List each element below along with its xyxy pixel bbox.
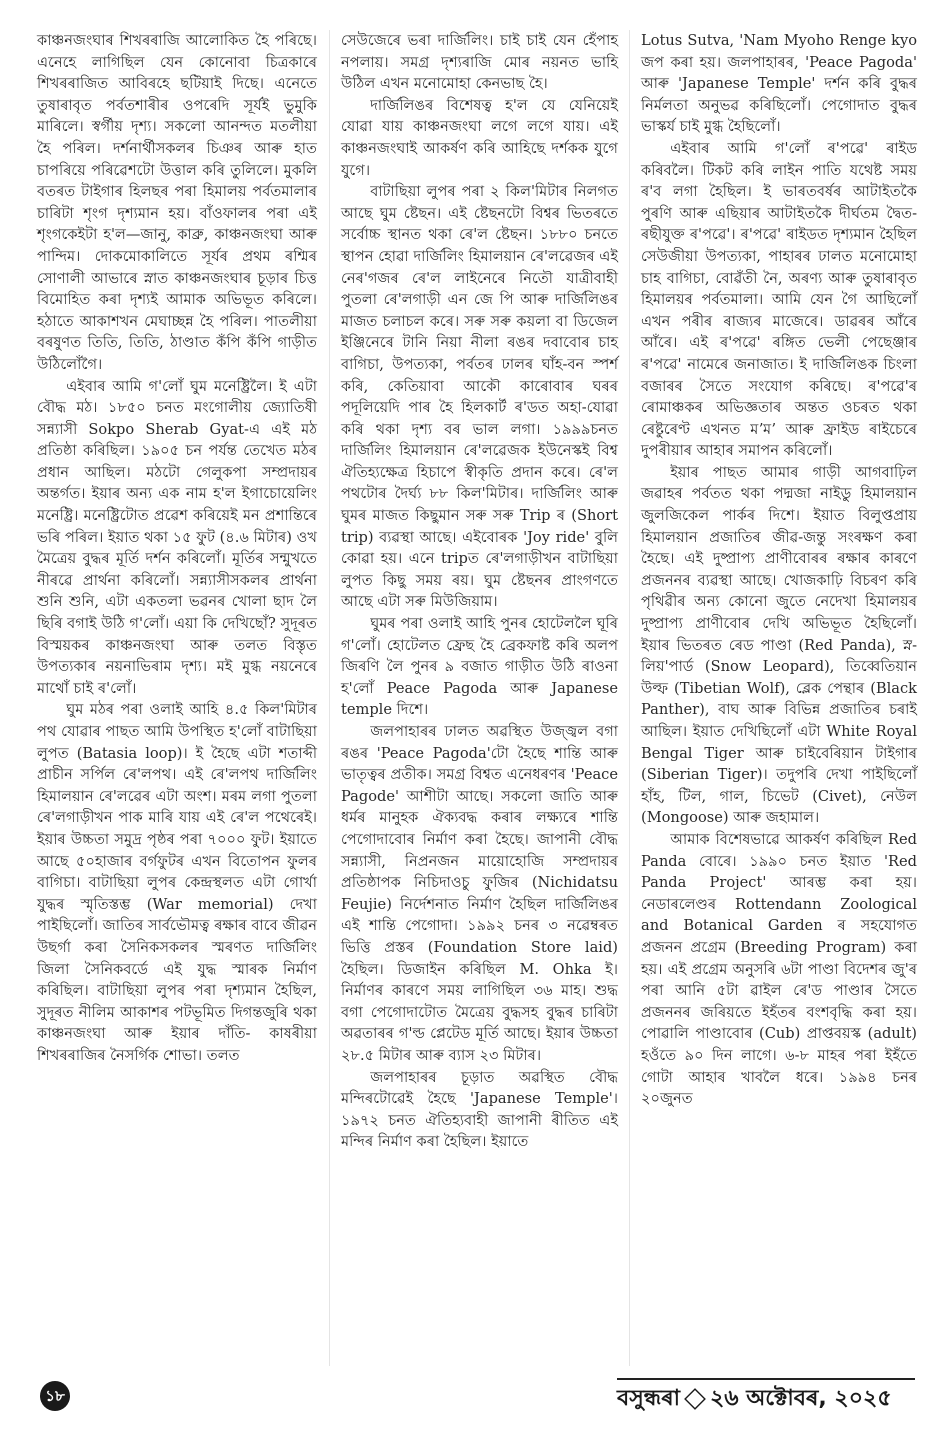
paragraph: Lotus Sutva, 'Nam Myoho Renge kyo জপ কৰা হয়। জলপাহাৰৰ, 'Peace Pagoda' আৰু 'Japanese Temple' দৰ্শন কৰি বুদ্ধৰ নিৰ্মলতা অনুভৱ কৰিছিলোঁ। পেগোদাত বুদ্ধৰ ভাস্কৰ্য চাই মুগ্ধ হৈছিলোঁ। xyxy=(641,32,917,136)
paragraph: দাৰ্জিলিঙৰ বিশেষত্ব হ'ল যে যেনিয়েই যোৱা যায় কাঞ্চনজংঘা লগে লগে যায়। এই কাঞ্চনজংঘাই আকৰ্ষণ কৰি আহিছে দৰ্শকক যুগে যুগে। xyxy=(341,96,618,179)
paragraph: ঘুমৰ পৰা ওলাই আহি পুনৰ হোটেললৈ ঘূৰি গ'লোঁ। হোটেলত ফ্ৰেছ হৈ ব্ৰেকফাষ্ট কৰি অলপ জিৰণি লৈ পুনৰ ৯ বজাত গাড়ীত উঠি ৰাওনা হ'লোঁ Peace Pagoda আৰু Japanese temple দিশে। xyxy=(341,615,618,719)
article-column-1 xyxy=(37,30,317,1067)
diamond-logo-icon xyxy=(684,1388,706,1410)
paragraph: জলপাহাৰৰ ঢালত অৱস্থিত উজ্জ্বল বগা ৰঙৰ 'Peace Pagoda'টো হৈছে শান্তি আৰু ভাতৃত্বৰ প্ৰতীক। সমগ্ৰ বিশ্বত এনেধৰণৰ 'Peace Pagode' আশীটা আছে। সকলো জাতি আৰু ধৰ্মৰ মানুহক ঐক্যবদ্ধ কৰাৰ লক্ষ্যৰে শান্তি পেগোদাবোৰ নিৰ্মাণ কৰা হৈছে। জাপানী বৌদ্ধ সন্ন্যাসী, নিপ্ৰনজন মায়োহোজি সম্প্ৰদায়ৰ প্ৰতিষ্ঠাপক নিচিদাওচু ফুজিৰ (Nichidatsu Feujie) নিৰ্দেশনাত নিৰ্মাণ হৈছিল দাৰ্জিলিঙৰ এই শান্তি পেগোদা। ১৯৯২ চনৰ ৩ নৱেম্বৰত ভিত্তি প্ৰস্তৰ (Foundation Store laid) হৈছিল। ডিজাইন কৰিছিল M. Ohka ই। নিৰ্মাণৰ কাৰণে সময় লাগিছিল ৩৬ মাহ। শুদ্ধ বগা পেগোদাটোত মৈত্ৰেয় বুদ্ধসহ বুদ্ধৰ চাৰিটা অৱতাৰৰ গ'ল্ড প্লেটেড মূৰ্তি আছে। ইয়াৰ উচ্চতা ২৮.৫ মিটাৰ আৰু ব্যাস ২৩ মিটাৰ। xyxy=(341,723,618,1064)
paragraph: ঘুম মঠৰ পৰা ওলাই আহি ৪.৫ কিল'মিটাৰ পথ যোৱাৰ পাছত আমি উপস্থিত হ'লোঁ বাটাছিয়া লুপত (Batasia loop)। ই হৈছে এটা শতাব্দী প্ৰাচীন সৰ্পিল ৰে'লপথ। এই ৰে'লপথ দাৰ্জিলিং হিমালয়ান ৰে'লৱেৰ এটা অংশ। মৰম লগা পুতলা ৰে'লগাড়ীখন পাক মাৰি যায় এই ৰে'ল পথেৰেই। ইয়াৰ উচ্চতা সমুদ্ৰ পৃষ্ঠৰ পৰা ৭০০০ ফুট। ইয়াতে আছে ৫০হাজাৰ বৰ্গফুটৰ এখন বিতোপন ফুলৰ বাগিচা। বাটাছিয়া লুপৰ কেন্দ্ৰস্থলত এটা গোৰ্খা যুদ্ধৰ স্মৃতিস্তম্ভ (War memorial) দেখা পাইছিলোঁ। জাতিৰ সাৰ্বভৌমত্ব ৰক্ষাৰ বাবে জীৱন উছৰ্গা কৰা সৈনিকসকলৰ স্মৰণত দাৰ্জিলিং জিলা সৈনিকবৰ্ডে এই যুদ্ধ স্মাৰক নিৰ্মাণ কৰিছিল। বাটাছিয়া লুপৰ পৰা দৃশ্যমান হৈছিল, সুদূৰত নীলিম আকাশৰ পটভূমিত দিগন্তজুৰি থকা কাঞ্চনজংঘা আৰু ইয়াৰ দাঁতি- কাষৰীয়া শিখৰৰাজিৰ নৈসৰ্গিক শোভা। তলত xyxy=(37,701,317,1064)
issue-date: ২৬ অক্টোবৰ, ২০২৫ xyxy=(709,1385,892,1411)
paragraph: এইবাৰ আমি গ'লোঁ ৰ'পৱে' ৰাইড কৰিবলৈ। টিকট কৰি লাইন পাতি যথেষ্ট সময় ৰ'ব লগা হৈছিল। ই ভাৰতবৰ্ষৰ আটাইতকৈ পুৰণি আৰু এছিয়াৰ আটাইতকৈ দীৰ্ঘতম দ্বৈত-ৰছীযুক্ত ৰ'পৱে'। ৰ'পৱে' ৰাইডত দৃশ্যমান হৈছিল সেউজীয়া উপত্যকা, পাহাৰৰ ঢালত মনোমোহা চাহ বাগিচা, বোৱঁতী নৈ, অৰণ্য আৰু তুষাৰাবৃত হিমালয়ৰ পৰ্বতমালা। আমি যেন গৈ আছিলোঁ এখন পৰীৰ ৰাজ্যৰ মাজেৰে। ডাৱৰৰ আঁৰে আঁৰে। এই ৰ'পৱে' ৰঙ্গিত ভেলী পেছেঞ্জাৰ ৰ'পৱে' নামেৰে জনাজাত। ই দাৰ্জিলিঙক চিংলা বজাৰৰ সৈতে সংযোগ কৰিছে। ৰ'পৱে'ৰ ৰোমাঞ্চকৰ অভিজ্ঞতাৰ অন্তত ওচৰত থকা ৰেষ্টুৰেণ্ট এখনত মʼমʼ আৰু ফ্ৰাইড ৰাইচেৰে দুপৰীয়াৰ আহাৰ সমাপন কৰিলোঁ। xyxy=(641,139,917,460)
column-divider xyxy=(629,30,630,1366)
paragraph: আমাক বিশেষভাৱে আকৰ্ষণ কৰিছিল Red Panda বোৰে। ১৯৯০ চনত ইয়াত 'Red Panda Project' আৰম্ভ কৰা হয়। নেডাৰলেণ্ডৰ Rottendann Zoological and Botanical Garden ৰ সহযোগত প্ৰজনন প্ৰগ্ৰেম (Breeding Program) কৰা হয়। এই প্ৰগ্ৰেম অনুসৰি ৬টা পাণ্ডা বিদেশৰ জু'ৰ পৰা আনি ৫টা ৱাইল ৰে'ড পাণ্ডাৰ সৈতে প্ৰজননৰ জৰিয়তে ইহঁতৰ বংশবৃদ্ধি কৰা হয়। পোৱালি পাণ্ডাবোৰ (Cub) প্ৰাপ্তবয়স্ক (adult) হওঁতে ৯০ দিন লাগে। ৬-৮ মাহৰ পৰা ইহঁতে গোটা আহাৰ খাবলৈ ধৰে। ১৯৯৪ চনৰ ২০জুনত xyxy=(641,830,917,1108)
paragraph: জলপাহাৰৰ চূড়াত অৱস্থিত বৌদ্ধ মন্দিৰটোৱেই হৈছে 'Japanese Temple'। ১৯৭২ চনত ঐতিহ্যবাহী জাপানী ৰীতিত এই মন্দিৰ নিৰ্মাণ কৰা হৈছিল। ইয়াতে xyxy=(341,1068,618,1151)
paragraph: কাঞ্চনজংঘাৰ শিখৰৰাজি আলোকিত হৈ পৰিছে। এনেহে লাগিছিল যেন কোনোবা চিত্ৰকাৰে শিখৰৰাজিত আবিৰহে ছটিয়াই দিছে। এনেতে তুষাৰাবৃত পৰ্বতশাৰীৰ ওপৰেদি সূৰ্যই ভুমুকি মাৰিলে। স্বৰ্গীয় দৃশ্য। সকলো আনন্দত মতলীয়া হৈ পৰিল। দৰ্শনাৰ্থীসকলৰ চিঞৰ আৰু হাত চাপৰিয়ে পৰিৱেশটো উত্তাল কৰি তুলিলে। মুকলি বতৰত টাইগাৰ হিলছৰ পৰা হিমালয় পৰ্বতমালাৰ চাৰিটা শৃংগ দৃশ্যমান হয়। বাঁওফালৰ পৰা এই শৃংগকেইটা হ'ল—জানু, কাব্রু, কাঞ্চনজংঘা আৰু পান্দিম। দোকমোকালিতে সূৰ্যৰ প্ৰথম ৰশ্মিৰ সোণালী আভাৰে স্নাত কাঞ্চনজংঘাৰ চূড়াৰ চিত্ত বিমোহিত কৰা দৃশ্যই আমাক অভিভূত কৰিলে। হঠাতে আকাশখন মেঘাচ্ছন্ন হৈ পৰিল। পাতলীয়া বৰষুণত তিতি, তিতি, ঠাণ্ডাত কঁপি কঁপি গাড়ীত উঠিলোঁগৈ। xyxy=(37,32,317,373)
column-divider xyxy=(329,30,330,1366)
magazine-name: বসুন্ধৰা xyxy=(617,1385,680,1411)
paragraph: সেউজেৰে ভৰা দাৰ্জিলিং। চাই চাই যেন হেঁপাহ নপলায়। সমগ্ৰ দৃশ্যৰাজি মোৰ নয়নত ভাহি উঠিল এখন মনোমোহা কেনভাছ হৈ। xyxy=(341,32,618,93)
page-number-badge: ১৮ xyxy=(40,1381,70,1411)
paragraph: বাটাছিয়া লুপৰ পৰা ২ কিল'মিটাৰ নিলগত আছে ঘুম ষ্টেছন। এই ষ্টেছনটো বিশ্বৰ ভিতৰতে সৰ্বোচ্চ স্থানত থকা ৰে'ল ষ্টেছন। ১৮৮০ চনতে স্থাপন হোৱা দাৰ্জিলিং হিমালয়ান ৰে'লৱেজৰ এই নেৰ'গজৰ ৰে'ল লাইনেৰে নিতৌ যাত্ৰীবাহী পুতলা ৰে'লগাড়ী এন জে পি আৰু দাৰ্জিলিঙৰ মাজত চলাচল কৰে। সৰু সৰু কয়লা বা ডিজেল ইঞ্জিনেৰে টানি নিয়া নীলা ৰঙৰ দবাবোৰ চাহ বাগিচা, উপত্যকা, পৰ্বতৰ ঢালৰ ঘাঁহ-বন স্পৰ্শ কৰি, কেতিয়াবা আকৌ কাৰোবাৰ ঘৰৰ পদূলিয়েদি পাৰ হৈ হিলকাৰ্ট ৰ'ডত অহা-যোৱা কৰি থকা দৃশ্য বৰ ভাল লগা। ১৯৯৯চনত দাৰ্জিলিং হিমালয়ান ৰে'লৱেজক ইউনেস্কই বিশ্ব ঐতিহ্যক্ষেত্ৰ হিচাপে স্বীকৃতি প্ৰদান কৰে। ৰে'ল পথটোৰ দৈৰ্ঘ্য ৮৮ কিল'মিটাৰ। দাৰ্জিলিং আৰু ঘুমৰ মাজত কিছুমান সৰু সৰু Trip ৰ (Short trip) ব্যৱস্থা আছে। এইবোৰক 'Joy ride' বুলি কোৱা হয়। এনে tripত ৰে'লগাড়ীখন বাটাছিয়া লুপত কিছু সময় ৰয়। ঘুম ষ্টেছনৰ প্ৰাংগণতে আছে এটা সৰু মিউজিয়াম। xyxy=(341,183,618,611)
article-column-3 xyxy=(641,30,917,1110)
paragraph: এইবাৰ আমি গ'লোঁ ঘুম মনেষ্ট্ৰিলৈ। ই এটা বৌদ্ধ মঠ। ১৮৫০ চনত মংগোলীয় জ্যোতিষী সন্ন্যাসী Sokpo Sherab Gyat-এ এই মঠ প্ৰতিষ্ঠা কৰিছিল। ১৯০৫ চন পৰ্যন্ত তেখেত মঠৰ প্ৰধান আছিল। মঠটো গেলুকপা সম্প্ৰদায়ৰ অন্তৰ্গত। ইয়াৰ অন্য এক নাম হ'ল ইগাচোয়েলিং মনেষ্ট্ৰি। মনেষ্ট্ৰিটোত প্ৰৱেশ কৰিয়েই মন প্ৰশান্তিৰে ভৰি পৰিল। ইয়াত থকা ১৫ ফুট (৪.৬ মিটাৰ) ওখ মৈত্ৰেয় বুদ্ধৰ মূৰ্তি দৰ্শন কৰিলোঁ। মূৰ্তিৰ সন্মুখতে নীৰৱে প্ৰাৰ্থনা কৰিলোঁ। সন্ন্যাসীসকলৰ প্ৰাৰ্থনা শুনি শুনি, এটা একতলা ভৱনৰ খোলা ছাদ লৈ ছিৰি বগাই উঠি গ'লোঁ। এয়া কি দেখিছোঁ? সুদূৰত বিস্ময়কৰ কাঞ্চনজংঘা আৰু তলত বিস্তৃত উপত্যকাৰ নয়নাভিৰাম দৃশ্য। মই মুগ্ধ নয়নেৰে মাথোঁ চাই ৰ'লোঁ। xyxy=(37,377,317,697)
footer-masthead xyxy=(617,1384,915,1414)
paragraph: ইয়াৰ পাছত আমাৰ গাড়ী আগবাঢ়িল জৱাহৰ পৰ্বতত থকা পদ্মজা নাইডু হিমালয়ান জুলজিকেল পাৰ্কৰ দিশে। ইয়াত বিলুপ্তপ্ৰায় হিমালয়ান প্ৰজাতিৰ জীৱ-জন্তু সংৰক্ষণ কৰা হৈছে। এই দুষ্প্ৰাপ্য প্ৰাণীবোৰৰ ৰক্ষাৰ কাৰণে প্ৰজননৰ ব্যৱস্থা আছে। খোজকাঢ়ি বিচৰণ কৰি পৃথিৱীৰ অন্য কোনো জুতে নেদেখা হিমালয়ৰ দুষ্প্ৰাপ্য প্ৰাণীবোৰ দেখি অভিভূত হৈছিলোঁ। ইয়াৰ ভিতৰত ৰেড পাণ্ডা (Red Panda), স্ন-লিয়'পাৰ্ড (Snow Leopard), তিব্বেতিয়ান উল্ফ (Tibetian Wolf), ব্লেক পেন্থাৰ (Black Panther), বাঘ আৰু বিভিন্ন প্ৰজাতিৰ চৰাই আছিল। ইয়াত দেখিছিলোঁ এটা White Royal Bengal Tiger আৰু চাইবেৰিয়ান টাইগাৰ (Siberian Tiger)। তদুপৰি দেখা পাইছিলোঁ হাঁহ, টিল, গাল, চিভেট (Civet), নেউল (Mongoose) আৰু জহামাল। xyxy=(641,463,917,827)
article-column-2 xyxy=(341,30,618,1153)
